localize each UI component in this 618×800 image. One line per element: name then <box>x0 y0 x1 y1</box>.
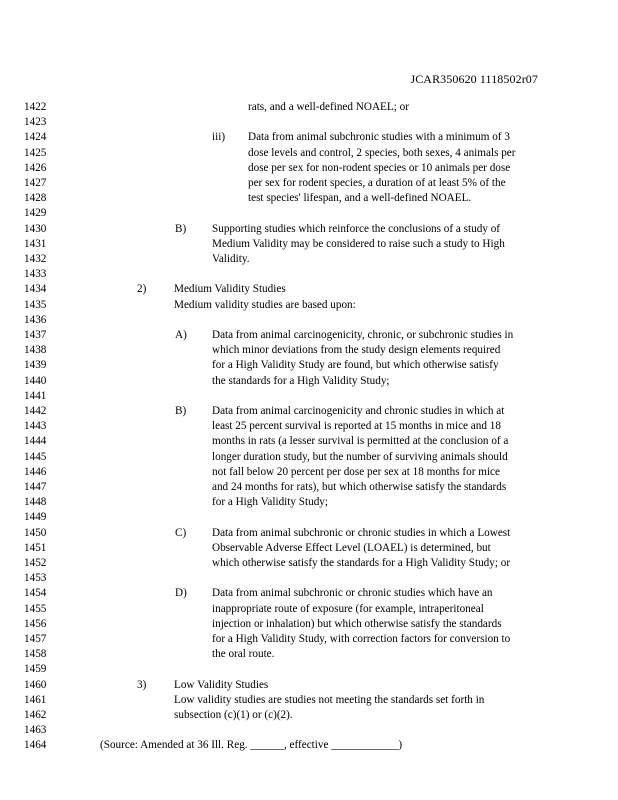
line-number: 1431 <box>24 237 47 250</box>
line-text: not fall below 20 percent per dose per sex at 18 months for mice <box>212 465 500 478</box>
line-number: 1437 <box>24 329 47 341</box>
line-number: 1436 <box>24 313 47 326</box>
document-line <box>0 602 618 617</box>
line-text: dose levels and control, 2 species, both sexes, 4 animals per <box>248 146 516 159</box>
line-number: 1460 <box>24 678 47 691</box>
line-text: Low validity studies are studies not meeting the standards set forth in <box>174 693 485 706</box>
document-line <box>0 617 618 632</box>
document-line <box>0 556 618 571</box>
line-text: for a High Validity Study are found, but which otherwise satisfy <box>212 359 499 372</box>
line-text: and 24 months for rats), but which otherwise satisfy the standards <box>212 481 507 493</box>
line-text: injection or inhalation) but which otherwise satisfy the standards <box>212 617 502 630</box>
line-number: 1435 <box>24 298 47 311</box>
line-text: Observable Adverse Effect Level (LOAEL) is determined, but <box>212 541 491 554</box>
line-text: test species' lifespan, and a well-defined NOAEL. <box>248 192 472 205</box>
line-number: 1438 <box>24 344 47 357</box>
line-number: 1458 <box>24 648 47 661</box>
line-number: 1448 <box>24 496 47 509</box>
line-number: 1427 <box>24 177 47 189</box>
line-number: 1424 <box>24 131 47 144</box>
document-line <box>0 586 618 601</box>
line-number: 1463 <box>24 724 47 737</box>
line-text: Validity. <box>212 253 250 265</box>
document-line <box>0 343 618 358</box>
line-number: 1423 <box>24 116 47 129</box>
line-text: Data from animal carcinogenicity, chronic, or subchronic studies in <box>212 329 514 341</box>
line-number: 1440 <box>24 374 47 387</box>
document-line <box>0 237 618 252</box>
line-text: least 25 percent survival is reported at 15 months in mice and 18 <box>212 420 501 433</box>
item-label: 2) <box>137 283 147 296</box>
line-number: 1453 <box>24 572 47 585</box>
line-text: dose per sex for non-rodent species or 10 animals per dose <box>248 161 511 174</box>
document-line <box>0 510 618 525</box>
document-line <box>0 571 618 586</box>
item-label: B) <box>175 222 187 235</box>
document-line <box>0 222 618 237</box>
document-line <box>0 678 618 693</box>
document-line <box>0 252 618 267</box>
document-line <box>0 374 618 389</box>
line-text: Low Validity Studies <box>174 678 269 691</box>
item-label: A) <box>175 329 187 341</box>
line-number: 1426 <box>24 161 47 174</box>
source-note: (Source: Amended at 36 Ill. Reg. ______, effective ____________) <box>100 739 403 752</box>
item-label: B) <box>175 405 187 417</box>
line-text: the oral route. <box>212 648 275 661</box>
document-line <box>0 100 618 115</box>
line-number: 1455 <box>24 602 47 615</box>
item-label: D) <box>175 587 187 600</box>
document-line <box>0 115 618 130</box>
line-text: Medium validity studies are based upon: <box>174 298 356 311</box>
line-text: for a High Validity Study; <box>212 496 329 509</box>
line-number: 1452 <box>24 557 47 569</box>
document-line <box>0 419 618 434</box>
line-number: 1451 <box>24 541 47 554</box>
document-line <box>0 738 618 753</box>
line-number: 1456 <box>24 617 47 630</box>
line-text: rats, and a well-defined NOAEL; or <box>248 101 409 113</box>
line-number: 1459 <box>24 663 47 676</box>
line-text: Data from animal subchronic or chronic studies which have an <box>212 587 493 600</box>
document-line <box>0 465 618 480</box>
line-number: 1445 <box>24 450 47 463</box>
line-text: per sex for rodent species, a duration of at least 5% of the <box>248 177 506 189</box>
line-number: 1443 <box>24 420 47 433</box>
line-text: Data from animal carcinogenicity and chronic studies in which at <box>212 405 505 417</box>
document-line <box>0 389 618 404</box>
document-line <box>0 191 618 206</box>
document-line <box>0 298 618 313</box>
line-text: Data from animal subchronic studies with a minimum of 3 <box>248 131 510 144</box>
document-line <box>0 662 618 677</box>
line-text: subsection (c)(1) or (c)(2). <box>174 709 293 721</box>
line-text: longer duration study, but the number of surviving animals should <box>212 450 508 463</box>
line-text: months in rats (a lesser survival is permitted at the conclusion of a <box>212 435 509 448</box>
item-label: 3) <box>137 678 147 691</box>
line-text: Medium Validity may be considered to raise such a study to High <box>212 237 505 250</box>
document-line <box>0 130 618 145</box>
document-line <box>0 161 618 176</box>
line-number: 1461 <box>24 693 47 706</box>
line-text: Data from animal subchronic or chronic studies in which a Lowest <box>212 526 511 539</box>
line-text: Medium Validity Studies <box>174 283 286 296</box>
document-line <box>0 708 618 723</box>
document-line <box>0 434 618 449</box>
document-line <box>0 146 618 161</box>
line-text: Supporting studies which reinforce the conclusions of a study of <box>212 222 501 235</box>
document-line <box>0 267 618 282</box>
document-line <box>0 693 618 708</box>
line-text: which minor deviations from the study design elements required <box>212 344 501 357</box>
line-number: 1429 <box>24 207 47 220</box>
line-number: 1434 <box>24 283 47 296</box>
line-number: 1462 <box>24 709 47 721</box>
line-text: inappropriate route of exposure (for example, intraperitoneal <box>212 602 484 615</box>
item-label: C) <box>175 526 187 539</box>
line-number: 1432 <box>24 253 47 265</box>
line-number: 1430 <box>24 222 47 235</box>
line-number: 1449 <box>24 511 47 524</box>
line-number: 1425 <box>24 146 47 159</box>
line-number: 1454 <box>24 587 47 600</box>
line-number: 1439 <box>24 359 47 372</box>
item-label: iii) <box>212 131 226 144</box>
document-line <box>0 450 618 465</box>
line-number: 1457 <box>24 633 47 645</box>
line-number: 1428 <box>24 192 47 205</box>
line-text: the standards for a High Validity Study; <box>212 374 390 387</box>
document-line <box>0 647 618 662</box>
document-line <box>0 632 618 647</box>
document-line <box>0 723 618 738</box>
document-line <box>0 526 618 541</box>
document-line <box>0 541 618 556</box>
document-line <box>0 206 618 221</box>
document-line <box>0 404 618 419</box>
line-number: 1442 <box>24 405 47 417</box>
document-line <box>0 282 618 297</box>
line-number: 1444 <box>24 435 47 448</box>
line-number: 1441 <box>24 389 47 402</box>
line-number: 1433 <box>24 268 47 281</box>
line-number: 1422 <box>24 101 47 113</box>
document-line <box>0 328 618 343</box>
line-text: for a High Validity Study, with correction factors for conversion to <box>212 633 511 645</box>
line-number: 1450 <box>24 526 47 539</box>
line-text: which otherwise satisfy the standards for a High Validity Study; or <box>212 557 511 569</box>
document-line <box>0 176 618 191</box>
line-number: 1464 <box>24 739 47 752</box>
document-line <box>0 480 618 495</box>
line-number: 1447 <box>24 481 47 493</box>
document-line <box>0 358 618 373</box>
document-line <box>0 313 618 328</box>
line-number: 1446 <box>24 465 47 478</box>
document-id-header: JCAR350620 1118502r07 <box>410 72 538 86</box>
document-line <box>0 495 618 510</box>
